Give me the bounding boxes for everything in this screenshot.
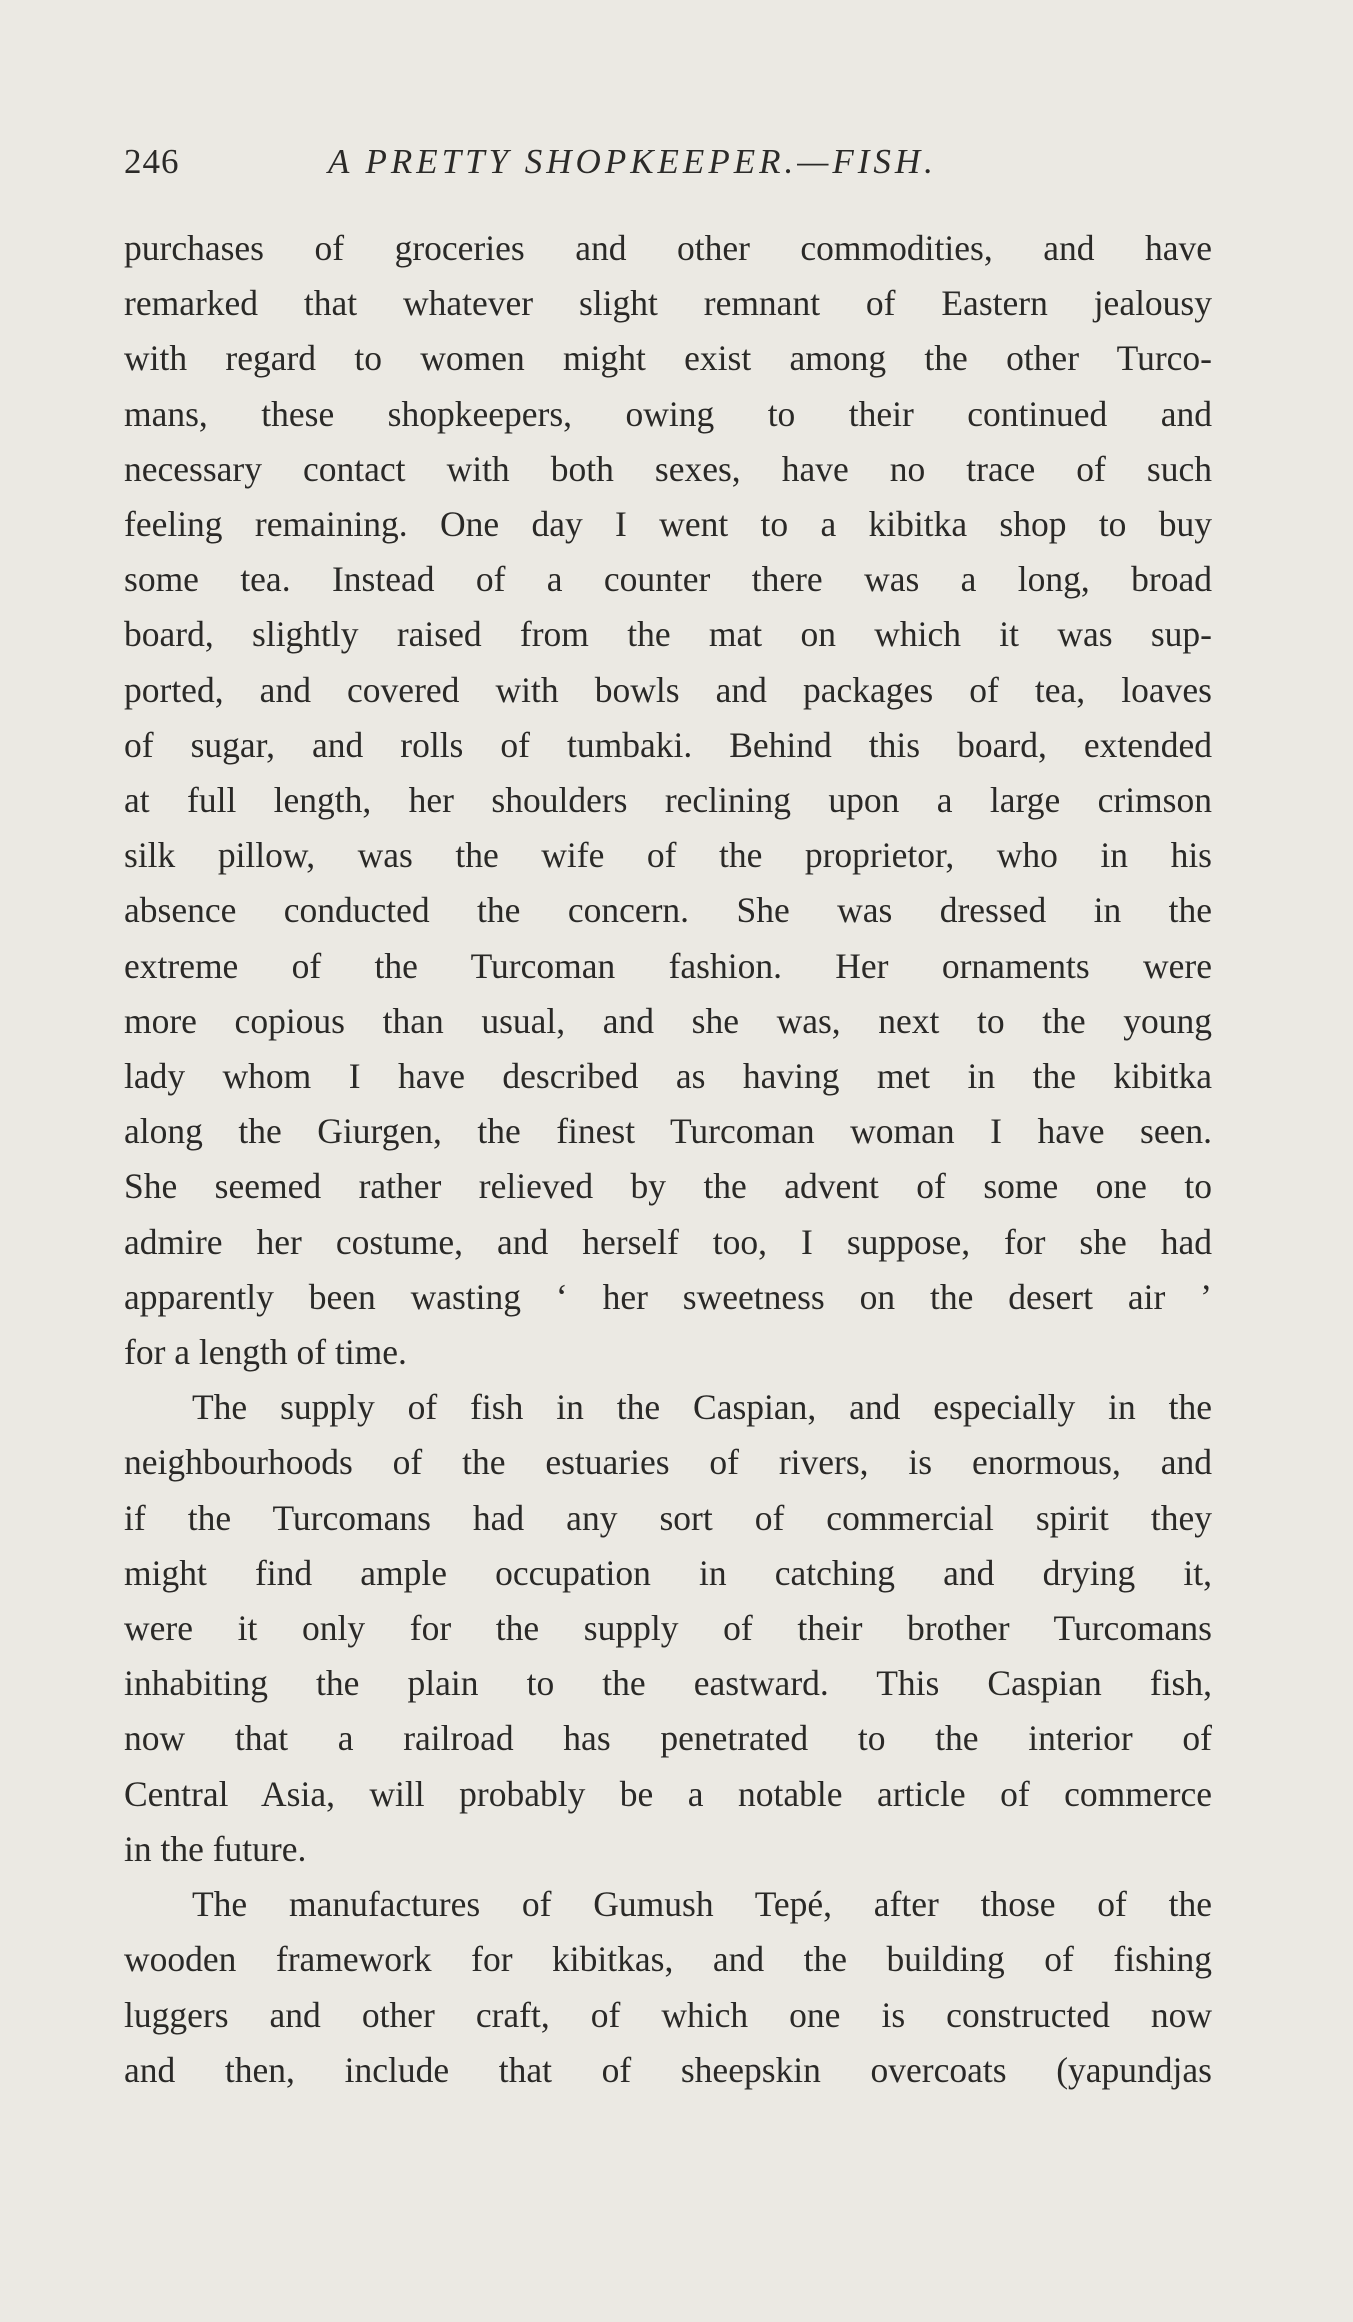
text-line: ported, and covered with bowls and packages of tea, loaves xyxy=(124,669,1212,710)
text-line: mans, these shopkeepers, owing to their continued and xyxy=(124,393,1212,434)
text-line: wooden framework for kibitkas, and the building of fishing xyxy=(124,1939,1212,1980)
text-line: along the Giurgen, the finest Turcoman woman I have seen. xyxy=(124,1111,1212,1152)
text-line: apparently been wasting ‘ her sweetness on the desert air ’ xyxy=(124,1276,1212,1317)
text-line: The supply of fish in the Caspian, and especially in the xyxy=(192,1387,1212,1428)
text-line: luggers and other craft, of which one is constructed now xyxy=(124,1994,1212,2035)
text-line: if the Turcomans had any sort of commercial spirit they xyxy=(124,1497,1212,1538)
paragraph xyxy=(124,221,1212,1380)
chapter-running-title: A PRETTY SHOPKEEPER.—FISH. xyxy=(328,142,937,181)
text-line: extreme of the Turcoman fashion. Her ornaments were xyxy=(124,945,1212,986)
text-line: necessary contact with both sexes, have no trace of such xyxy=(124,448,1212,489)
paragraph xyxy=(124,1877,1212,2098)
text-line: silk pillow, was the wife of the proprietor, who in his xyxy=(124,835,1212,876)
text-line: might find ample occupation in catching and drying it, xyxy=(124,1552,1212,1593)
text-line: with regard to women might exist among the other Turco- xyxy=(124,338,1212,379)
text-line: for a length of time. xyxy=(124,1332,407,1373)
text-line: and then, include that of sheepskin overcoats (yapundjas xyxy=(124,2049,1212,2090)
text-line: at full length, her shoulders reclining upon a large crimson xyxy=(124,780,1212,821)
text-line: some tea. Instead of a counter there was a long, broad xyxy=(124,559,1212,600)
text-line: feeling remaining. One day I went to a kibitka shop to buy xyxy=(124,504,1212,545)
text-line: remarked that whatever slight remnant of Eastern jealousy xyxy=(124,283,1212,324)
text-line: admire her costume, and herself too, I suppose, for she had xyxy=(124,1221,1212,1262)
body-text xyxy=(124,221,1212,2098)
text-line: The manufactures of Gumush Tepé, after those of the xyxy=(192,1884,1212,1925)
text-line: were it only for the supply of their brother Turcomans xyxy=(124,1608,1212,1649)
text-line: She seemed rather relieved by the advent of some one to xyxy=(124,1166,1212,1207)
text-line: now that a railroad has penetrated to the interior of xyxy=(124,1718,1212,1759)
text-line: Central Asia, will probably be a notable article of commerce xyxy=(124,1773,1212,1814)
text-line: absence conducted the concern. She was dressed in the xyxy=(124,890,1212,931)
text-line: inhabiting the plain to the eastward. This Caspian fish, xyxy=(124,1663,1212,1704)
text-line: neighbourhoods of the estuaries of rivers, is enormous, and xyxy=(124,1442,1212,1483)
text-line: purchases of groceries and other commodities, and have xyxy=(124,228,1212,268)
text-line: lady whom I have described as having met in the kibitka xyxy=(124,1056,1212,1097)
text-line: of sugar, and rolls of tumbaki. Behind this board, extended xyxy=(124,724,1212,765)
page-number: 246 xyxy=(124,142,180,181)
paragraph xyxy=(124,1380,1212,1877)
text-line: more copious than usual, and she was, next to the young xyxy=(124,1000,1212,1041)
text-line: in the future. xyxy=(124,1828,307,1869)
running-head xyxy=(124,142,1212,192)
text-line: board, slightly raised from the mat on which it was sup- xyxy=(124,614,1212,655)
